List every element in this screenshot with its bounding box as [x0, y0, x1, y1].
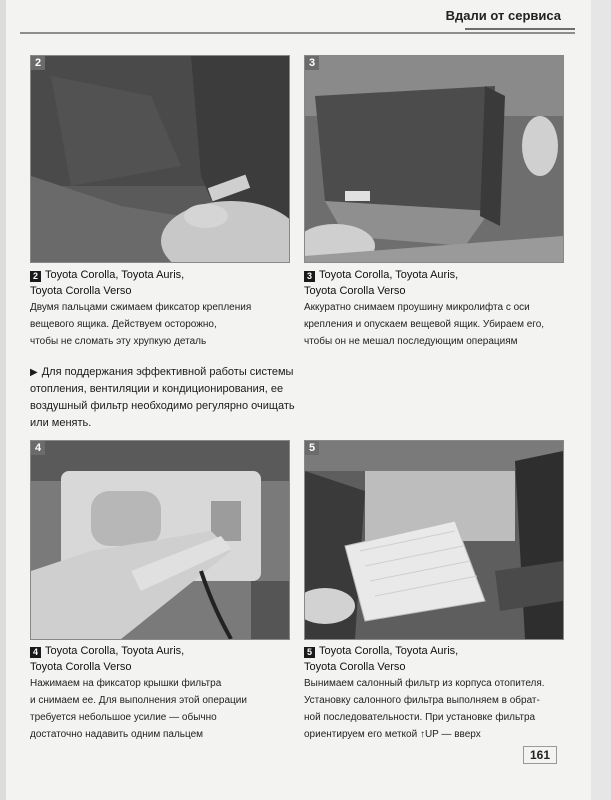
photo-step-3 — [304, 55, 564, 263]
caption-model-verso: Toyota Corolla Verso — [304, 661, 406, 673]
step-badge: 2 — [30, 271, 41, 282]
caption-model-verso: Toyota Corolla Verso — [30, 661, 132, 673]
page-edge-right — [591, 0, 611, 800]
photo-number: 4 — [31, 441, 45, 455]
caption-title — [30, 267, 300, 283]
caption-models: Toyota Corolla, Toyota Auris, — [319, 269, 459, 281]
caption-text-line: Нажимаем на фиксатор крышки фильтра — [30, 678, 222, 689]
photo-step-2 — [30, 55, 290, 263]
caption-text-line: ориентируем его меткой ↑UP — вверх — [304, 729, 481, 740]
caption-text-line: Двумя пальцами сжимаем фиксатор крепления — [30, 302, 252, 313]
note-line: или менять. — [30, 417, 92, 429]
caption-text-line: и снимаем ее. Для выполнения этой операции — [30, 695, 247, 706]
photo-number: 3 — [305, 56, 319, 70]
caption-models: Toyota Corolla, Toyota Auris, — [45, 269, 185, 281]
arrow-right-icon: ▶ — [30, 367, 38, 378]
caption-step-3 — [304, 267, 574, 350]
caption-step-2 — [30, 267, 300, 350]
maintenance-note — [30, 364, 360, 432]
page-number: 161 — [523, 746, 557, 764]
photo-step-4-image — [31, 441, 289, 639]
step-badge: 5 — [304, 647, 315, 658]
caption-text-line: ной последовательности. При установке фильтра — [304, 712, 536, 723]
photo-step-4 — [30, 440, 290, 640]
caption-title — [30, 643, 300, 659]
note-line: ▶ Для поддержания эффективной работы системы — [30, 366, 294, 378]
note-line: отопления, вентиляции и кондиционирования, ее — [30, 383, 284, 395]
photo-step-5 — [304, 440, 564, 640]
caption-title — [304, 267, 574, 283]
caption-models: Toyota Corolla, Toyota Auris, — [319, 645, 459, 657]
photo-step-3-image — [305, 56, 563, 262]
photo-number: 2 — [31, 56, 45, 70]
caption-text-line: чтобы он не мешал последующим операциям — [304, 336, 518, 347]
photo-step-5-image — [305, 441, 563, 639]
photo-step-2-image — [31, 56, 289, 262]
section-title: Вдали от сервиса — [445, 8, 561, 23]
caption-text-line: вещевого ящика. Действуем осторожно, — [30, 319, 217, 330]
caption-model-verso: Toyota Corolla Verso — [304, 285, 406, 297]
caption-title — [304, 643, 574, 659]
header-rule — [20, 32, 575, 34]
caption-text-line: Вынимаем салонный фильтр из корпуса отопителя. — [304, 678, 545, 689]
caption-text-line: крепления и опускаем вещевой ящик. Убираем его, — [304, 319, 545, 330]
caption-text-line: Установку салонного фильтра выполняем в обрат- — [304, 695, 540, 706]
page-edge-left — [0, 0, 6, 800]
caption-model-verso: Toyota Corolla Verso — [30, 285, 132, 297]
caption-text-line: чтобы не сломать эту хрупкую деталь — [30, 336, 207, 347]
caption-models: Toyota Corolla, Toyota Auris, — [45, 645, 185, 657]
caption-text-line: Аккуратно снимаем проушину микролифта с оси — [304, 302, 530, 313]
caption-step-5 — [304, 643, 574, 743]
step-badge: 3 — [304, 271, 315, 282]
note-line: воздушный фильтр необходимо регулярно очищать — [30, 400, 295, 412]
step-badge: 4 — [30, 647, 41, 658]
running-header — [0, 4, 611, 38]
caption-text-line: достаточно надавить одним пальцем — [30, 729, 204, 740]
header-rule-accent — [465, 28, 575, 30]
caption-step-4 — [30, 643, 300, 743]
photo-number: 5 — [305, 441, 319, 455]
caption-text-line: требуется небольшое усилие — обычно — [30, 712, 217, 723]
